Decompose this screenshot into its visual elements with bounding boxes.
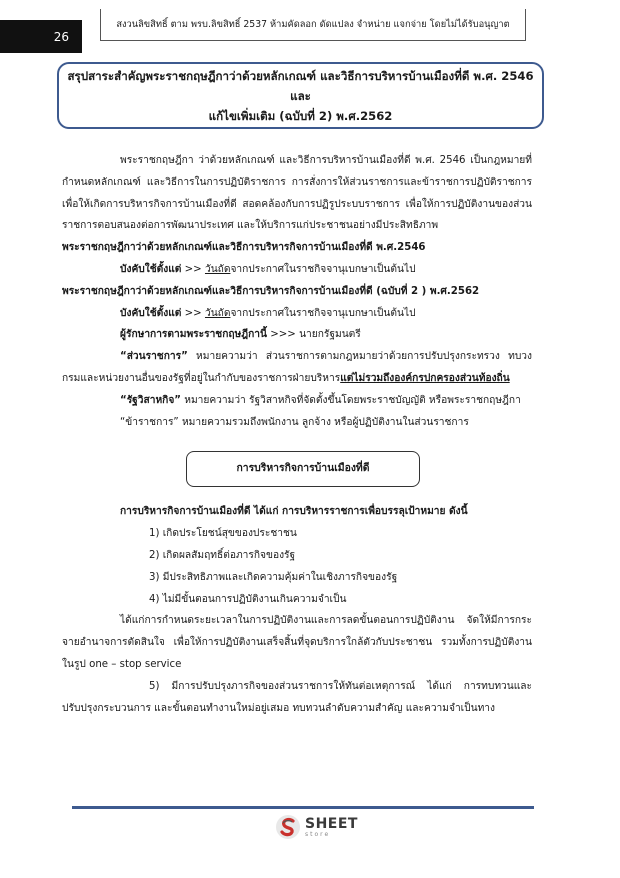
effective-arrow: >> xyxy=(184,307,202,319)
footer-logo xyxy=(275,814,358,840)
definition-text: หมายความว่า รัฐวิสาหกิจที่จัดตั้งขึ้นโดยพระราชบัญญัติ หรือพระราชกฤษฎีกา xyxy=(181,394,521,406)
guardian-label: ผู้รักษาการตามพระราชกฤษฎีกานี้ xyxy=(120,329,267,341)
goal-5: 5) มีการปรับปรุงภารกิจของส่วนราชการให้ทันต่อเหตุการณ์ ได้แก่ การทบทวนและปรับปรุงกระบวนการ และขั้นตอนทำงานใหม่อยู่เสมอ ทบทวนลำดับความสำคัญ และความจำเป็นทาง xyxy=(62,680,532,714)
effective-label: บังคับใช้ตั้งแต่ xyxy=(120,307,182,319)
act-2562-heading: พระราชกฤษฎีกาว่าด้วยหลักเกณฑ์และวิธีการบริหารกิจการบ้านเมืองที่ดี (ฉบับที่ 2 ) พ.ศ.2562 xyxy=(62,285,480,297)
act-2546-effective xyxy=(62,259,532,281)
document-title-line-1: สรุปสาระสำคัญพระราชกฤษฎีกาว่าด้วยหลักเกณฑ์ และวิธีการบริหารบ้านเมืองที่ดี พ.ศ. 2546 และ xyxy=(67,68,534,103)
footer-rule xyxy=(72,806,534,809)
document-title-box xyxy=(57,62,544,129)
document-title-line-2: แก้ไขเพิ่มเติม (ฉบับที่ 2) พ.ศ.2562 xyxy=(208,108,393,123)
effective-label: บังคับใช้ตั้งแต่ xyxy=(120,263,182,275)
definition-term: “ส่วนราชการ” xyxy=(120,351,188,363)
definition-text: หมายความว่า ส่วนราชการตามกฎหมายว่าด้วยการปรับปรุงกระทรวง ทบวง กรมและหน่วยงานอื่นของรัฐที่อยู่ในกำกับของราชการฝ่ายบริหาร xyxy=(62,351,532,384)
guardian-line xyxy=(62,324,532,346)
document-body xyxy=(62,150,532,719)
effective-rest: จากประกาศในราชกิจจานุเบกษาเป็นต้นไป xyxy=(230,307,416,319)
act-2562-effective xyxy=(62,303,532,325)
sheet-store-logo-icon xyxy=(275,814,301,840)
logo-name: SHEET xyxy=(305,815,358,832)
definition-official xyxy=(62,412,532,434)
effective-day: วันถัด xyxy=(204,263,231,275)
definition-emphasis: แต่ไม่รวมถึงองค์กรปกครองส่วนท้องถิ่น xyxy=(340,372,510,384)
definition-text: หมายความรวมถึงพนักงาน ลูกจ้าง หรือผู้ปฏิบัติงานในส่วนราชการ xyxy=(178,416,469,428)
goal-item: 1) เกิดประโยชน์สุขของประชาชน xyxy=(149,528,297,540)
act-2546-heading: พระราชกฤษฎีกาว่าด้วยหลักเกณฑ์และวิธีการบริหารกิจการบ้านเมืองที่ดี พ.ศ.2546 xyxy=(62,242,426,254)
effective-arrow: >> xyxy=(184,263,202,275)
goal-item: 4) ไม่มีขั้นตอนการปฏิบัติงานเกินความจำเป็น xyxy=(149,593,347,605)
copyright-notice: สงวนลิขสิทธิ์ ตาม พรบ.ลิขสิทธิ์ 2537 ห้ามคัดลอก ดัดแปลง จำหน่าย แจกจ่าย โดยไม่ได้รับอนุญาต xyxy=(100,9,526,41)
effective-rest: จากประกาศในราชกิจจานุเบกษาเป็นต้นไป xyxy=(230,263,416,275)
guardian-arrow: >>> xyxy=(270,329,296,341)
section-heading-box: การบริหารกิจการบ้านเมืองที่ดี xyxy=(186,451,420,487)
goal-item: 3) มีประสิทธิภาพและเกิดความคุ้มค่าในเชิงภารกิจของรัฐ xyxy=(149,571,398,583)
definition-term: “ข้าราชการ” xyxy=(120,416,179,428)
definition-term: “รัฐวิสาหกิจ” xyxy=(120,394,181,406)
section-lead: การบริหารกิจการบ้านเมืองที่ดี ได้แก่ การบริหารราชการเพื่อบรรลุเป้าหมาย ดังนี้ xyxy=(120,506,468,518)
goal-item: 2) เกิดผลสัมฤทธิ์ต่อภารกิจของรัฐ xyxy=(149,549,296,561)
effective-day: วันถัด xyxy=(204,307,231,319)
goal-4-detail: ได้แก่การกำหนดระยะเวลาในการปฏิบัติงานและการลดขั้นตอนการปฏิบัติงาน จัดให้มีการกระจายอำนาจการตัดสินใจ เพื่อให้การปฏิบัติงานเสร็จสิ้นที่จุดบริการใกล้ตัวกับประชาชน รวมทั้งการปฏิบัติงานในรูป one – stop service xyxy=(62,615,532,670)
logo-sub: store xyxy=(305,830,331,838)
definition-soe xyxy=(62,390,532,412)
intro-paragraph: พระราชกฤษฎีกา ว่าด้วยหลักเกณฑ์ และวิธีการบริหารบ้านเมืองที่ดี พ.ศ. 2546 เป็นกฎหมายที่กำหนดหลักเกณฑ์ และวิธีการในการปฏิบัติราชการ การสั่งการให้ส่วนราชการและข้าราชการปฏิบัติราชการเพื่อให้เกิดการบริหารกิจการบ้านเมืองที่ดี สอดคล้องกับการปฏิรูประบบราชการ เพื่อให้การปฏิบัติงานของส่วนราชการตอบสนองต่อการพัฒนาประเทศ และให้บริการแก่ประชาชนอย่างมีประสิทธิภาพ xyxy=(62,155,532,232)
page-number: 26 xyxy=(0,20,82,53)
definition-agency xyxy=(62,346,532,390)
guardian-value: นายกรัฐมนตรี xyxy=(299,329,361,341)
